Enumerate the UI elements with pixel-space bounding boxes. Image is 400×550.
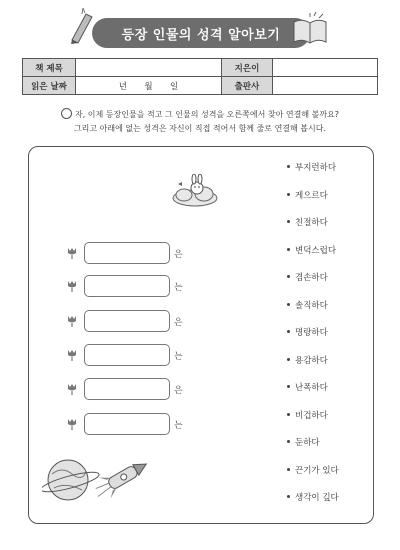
character-name-field[interactable] <box>84 242 170 264</box>
trait-label: 둔하다 <box>295 438 320 448</box>
character-row <box>66 310 183 332</box>
author-label: 지은이 <box>222 59 273 77</box>
trait-item[interactable] <box>287 354 328 366</box>
trait-label: 용감하다 <box>295 355 328 366</box>
trait-item[interactable] <box>287 189 328 201</box>
trait-item[interactable] <box>287 491 339 503</box>
character-name-field[interactable] <box>84 344 170 366</box>
character-name-field[interactable] <box>84 413 170 435</box>
author-field[interactable] <box>273 59 378 77</box>
trait-label: 생각이 깊다 <box>295 493 339 503</box>
book-title-field[interactable] <box>76 59 222 77</box>
page-title-banner <box>92 18 310 48</box>
trait-item[interactable] <box>287 216 328 228</box>
tulip-icon <box>66 247 78 259</box>
book-title-label: 책 제목 <box>23 59 76 77</box>
book-icon <box>292 12 328 46</box>
particle-label: 은 <box>174 249 183 260</box>
connect-dot[interactable] <box>287 165 290 168</box>
trait-label: 부지런하다 <box>295 163 337 173</box>
connect-dot[interactable] <box>287 495 290 498</box>
day-label: 일 <box>170 81 179 92</box>
trait-label: 친절하다 <box>295 218 328 228</box>
trait-label: 비겁하다 <box>295 410 328 421</box>
trait-item[interactable] <box>287 436 320 448</box>
book-info-table <box>22 58 378 95</box>
particle-label: 는 <box>174 351 183 362</box>
trait-item[interactable] <box>287 464 339 476</box>
trait-item[interactable] <box>287 244 336 256</box>
tulip-icon <box>66 349 78 361</box>
tulip-icon <box>66 280 78 292</box>
pencil-icon <box>66 8 96 44</box>
trait-label: 명랑하다 <box>295 328 328 338</box>
connect-dot[interactable] <box>287 440 290 443</box>
particle-label: 은 <box>174 317 183 328</box>
trait-label: 난폭하다 <box>295 383 328 393</box>
connect-dot[interactable] <box>287 385 290 388</box>
instruction-line-1: 자, 이제 등장인물을 적고 그 인물의 성격을 오른쪽에서 찾아 연결해 볼까요? <box>74 110 340 119</box>
particle-label: 는 <box>174 420 183 431</box>
trait-label: 변덕스럽다 <box>295 245 337 256</box>
character-row <box>66 413 183 435</box>
read-date-label: 읽은 날짜 <box>23 77 76 95</box>
connect-dot[interactable] <box>287 303 290 306</box>
publisher-field[interactable] <box>273 77 378 95</box>
trait-item[interactable] <box>287 299 328 311</box>
trait-item[interactable] <box>287 326 328 338</box>
character-row <box>66 344 183 366</box>
connect-dot[interactable] <box>287 248 290 251</box>
instruction-line-2: 그리고 아래에 없는 성격은 자신이 직접 적어서 함께 줄로 연결해 봅시다. <box>73 124 327 133</box>
trait-label: 끈기가 있다 <box>295 465 339 476</box>
rocket-globe-icon <box>42 452 154 504</box>
read-date-field[interactable] <box>76 77 222 95</box>
trait-label: 게으르다 <box>295 190 328 201</box>
month-label: 월 <box>144 81 153 92</box>
character-name-field[interactable] <box>84 310 170 332</box>
publisher-label: 출판사 <box>222 77 273 95</box>
year-label: 년 <box>118 81 127 92</box>
character-row <box>66 378 183 400</box>
tulip-icon <box>66 383 78 395</box>
character-row <box>66 242 183 264</box>
particle-label: 는 <box>174 282 183 293</box>
tulip-icon <box>66 315 78 327</box>
tulip-icon <box>66 418 78 430</box>
connect-dot[interactable] <box>287 220 290 223</box>
page-title: 등장 인물의 성격 알아보기 <box>121 27 281 43</box>
instructions <box>30 108 370 136</box>
trait-label: 솔직하다 <box>295 300 328 311</box>
trait-item[interactable] <box>287 409 328 421</box>
trait-item[interactable] <box>287 161 336 173</box>
character-name-field[interactable] <box>84 275 170 297</box>
connect-dot[interactable] <box>287 468 290 471</box>
character-name-field[interactable] <box>84 378 170 400</box>
connect-dot[interactable] <box>287 413 290 416</box>
trait-item[interactable] <box>287 381 328 393</box>
connect-dot[interactable] <box>287 330 290 333</box>
rabbit-cloud-icon <box>170 174 220 208</box>
trait-label: 겸손하다 <box>295 273 328 283</box>
connect-dot[interactable] <box>287 275 290 278</box>
connect-dot[interactable] <box>287 358 290 361</box>
clock-icon <box>61 108 72 119</box>
connect-dot[interactable] <box>287 193 290 196</box>
character-row <box>66 275 183 297</box>
particle-label: 은 <box>174 385 183 396</box>
trait-item[interactable] <box>287 271 328 283</box>
